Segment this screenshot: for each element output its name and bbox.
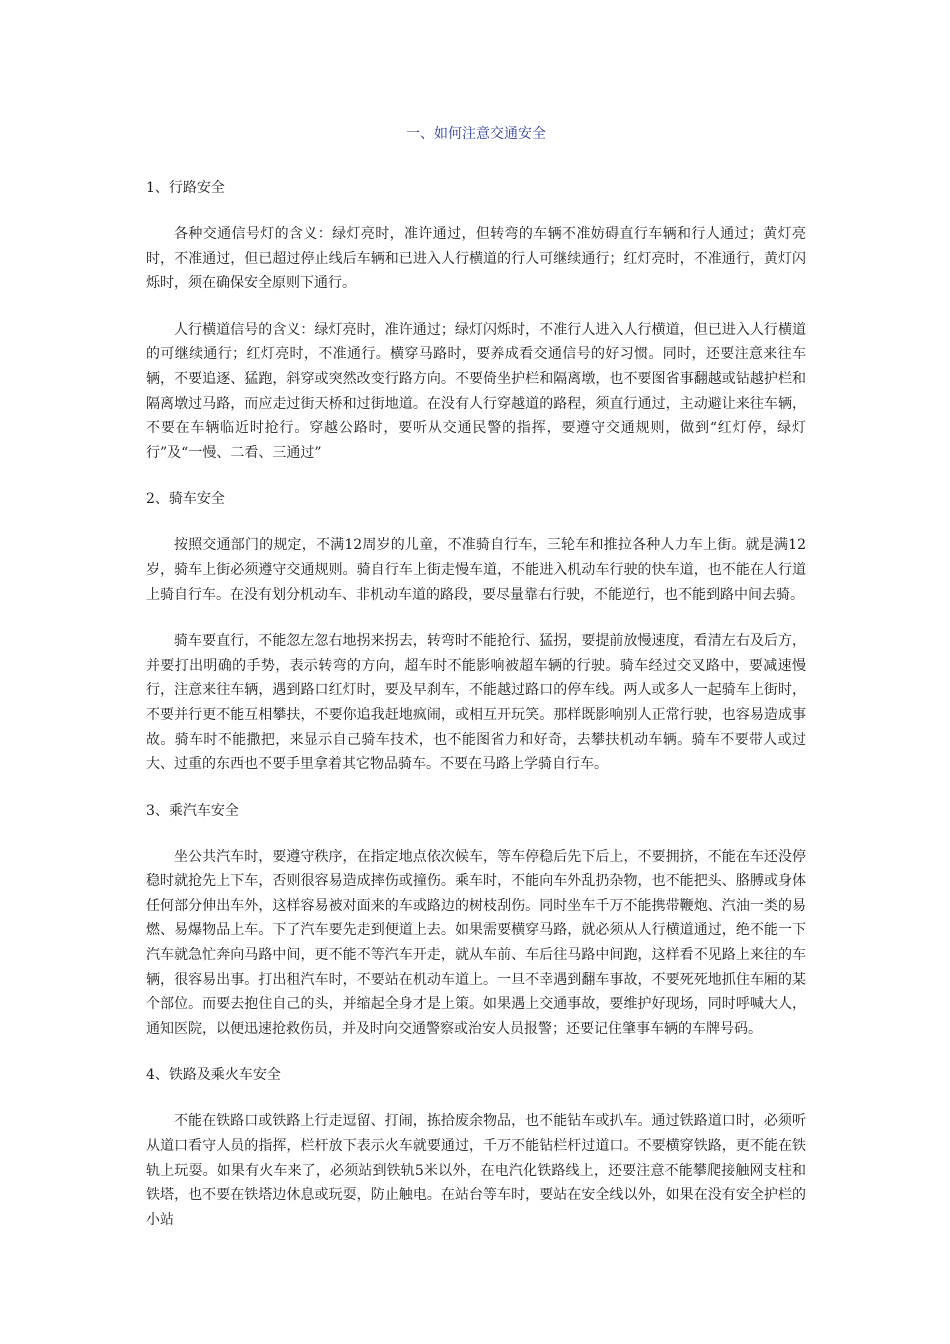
section-walking [146,176,806,465]
paragraph: 各种交通信号灯的含义：绿灯亮时，准许通过，但转弯的车辆不准妨碍直行车辆和行人通过；黄灯亮时，不准通过，但已超过停止线后车辆和已进入人行横道的行人可继续通行；红灯亮时，不准通行，黄灯闪烁时，须在确保安全原则下通行。 [146,226,806,292]
paragraph: 人行横道信号的含义：绿灯亮时，准许通过；绿灯闪烁时，不准行人进入人行横道，但已进入人行横道的可继续通行；红灯亮时，不准通行。横穿马路时，要养成看交通信号的好习惯。同时，还要注意来往车辆，不要追逐、猛跑，斜穿或突然改变行路方向。不要倚坐护栏和隔离墩，也不要图省事翻越或钻越护栏和隔离墩过马路，而应走过街天桥和过街地道。在没有人行穿越道的路程，须直行通过，主动避让来往车辆，不要在车辆临近时抢行。穿越公路时，要听从交通民警的指挥，要遵守交通规则，做到“红灯停，绿灯行”及“一慢、二看、三通过” [146,321,806,461]
section-heading: 4、铁路及乘火车安全 [146,1067,281,1084]
section-cycling [146,487,806,776]
section-heading: 1、行路安全 [146,180,225,196]
paragraph: 不能在铁路口或铁路上行走逗留、打闹，拣拾废余物品，也不能钻车或扒车。通过铁路道口时，必须听从道口看守人员的指挥，栏杆放下表示火车就要通过，千万不能钻栏杆过道口。不要横穿铁路，更不能在铁轨上玩耍。如果有火车来了，必须站到铁轨5米以外，在电汽化铁路线上，还要注意不能攀爬接触网支柱和铁塔，也不要在铁塔边休息或玩耍，防止触电。在站台等车时，要站在安全线以外，如果在没有安全护栏的小站 [146,1113,806,1228]
paragraph: 按照交通部门的规定，不满12周岁的儿童，不准骑自行车，三轮车和推拉各种人力车上街。就是满12岁，骑车上街必须遵守交通规则。骑自行车上街走慢车道，不能进入机动车行驶的快车道，也不能在人行道上骑自行车。在没有划分机动车、非机动车道的路段，要尽量靠右行驶，不能逆行，也不能到路中间去骑。 [146,537,806,603]
section-heading: 3、乘汽车安全 [146,802,239,819]
section-bus [146,799,806,1042]
section-heading: 2、骑车安全 [146,491,225,508]
paragraph: 骑车要直行，不能忽左忽右地拐来拐去，转弯时不能抢行、猛拐，要提前放慢速度，看清左右及后方，并要打出明确的手势，表示转弯的方向，超车时不能影响被超车辆的行驶。骑车经过交叉路中，要减速慢行，注意来往车辆，遇到路口红灯时，要及早刹车，不能越过路口的停车线。两人或多人一起骑车上街时，不要并行更不能互相攀扶，不要你追我赶地疯闹，或相互开玩笑。那样既影响别人正常行驶，也容易造成事故。骑车时不能撒把，来显示自己骑车技术，也不能图省力和好奇，去攀扶机动车辆。骑车不要带人或过大、过重的东西也不要手里拿着其它物品骑车。不要在马路上学骑自行车。 [146,633,806,773]
document-title: 一、如何注意交通安全 [406,126,546,142]
document-page [146,122,806,1254]
paragraph: 坐公共汽车时，要遵守秩序，在指定地点依次候车，等车停稳后先下后上，不要拥挤，不能在车还没停稳时就抢先上下车，否则很容易造成摔伤或撞伤。乘车时，不能向车外乱扔杂物，也不能把头、胳膊或身体任何部分伸出车外，这样容易被对面来的车或路边的树枝刮伤。同时坐车千万不能携带鞭炮、汽油一类的易燃、易爆物品上车。下了汽车要先走到便道上去。如果需要横穿马路，就必须从人行横道通过，绝不能一下汽车就急忙奔向马路中间，更不能不等汽车开走，就从车前、车后往马路中间跑，这样看不见路上来往的车辆，很容易出事。打出租汽车时，不要站在机动车道上。一旦不幸遇到翻车事故，不要死死地抓住车厢的某个部位。而要去抱住自己的头，并缩起全身才是上策。如果遇上交通事故，要维护好现场，同时呼喊大人，通知医院，以便迅速抢救伤员，并及时向交通警察或治安人员报警；还要记住肇事车辆的车牌号码。 [146,848,806,1037]
section-railway [146,1063,806,1232]
